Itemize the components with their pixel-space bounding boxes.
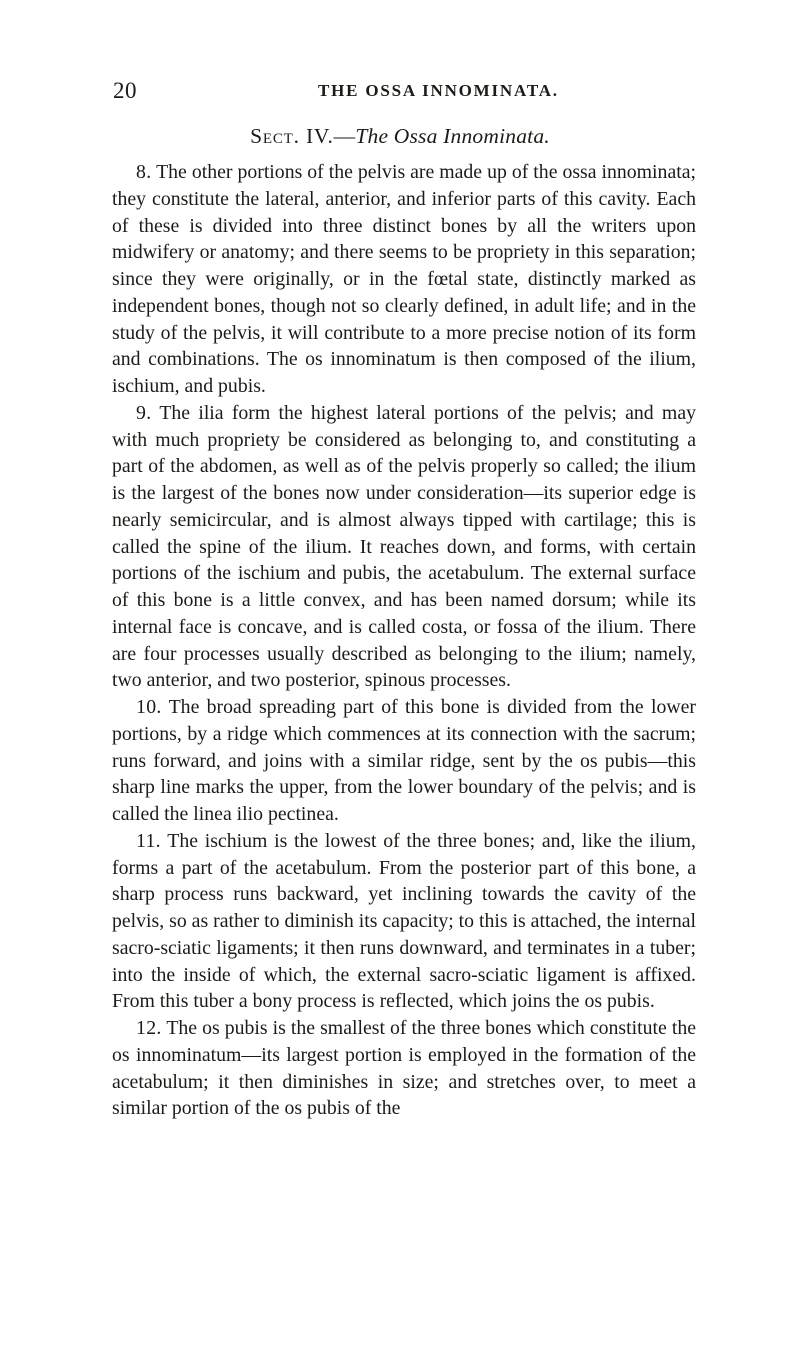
section-label: Sect. IV.: [250, 124, 334, 148]
section-heading: [0, 124, 800, 149]
paragraph-number: 12.: [136, 1017, 162, 1039]
page-header: [0, 78, 800, 108]
page-number: 20: [113, 78, 137, 103]
paragraph-11: [112, 828, 696, 1015]
paragraph-number: 8.: [136, 161, 152, 183]
paragraph-12: [112, 1015, 696, 1122]
paragraph-number: 10.: [136, 696, 162, 718]
paragraph-text: The os pubis is the smallest of the three bones which constitute the os innominatum—its largest portion is employed in the formation of the acetabulum; it then diminishes in size; and stretches over, to meet a similar portion of the os pubis of the: [112, 1017, 696, 1120]
paragraph-text: The ilia form the highest lateral portions of the pelvis; and may with much propriety be considered as belonging to, and constituting a part of the abdomen, as well as of the pelvis properly so called; the ilium is the largest of the bones now under consideration—its superior edge is nearly semicircular, and is almost always tipped with cartilage; this is called the spine of the ilium. It reaches down, and forms, with certain portions of the ischium and pubis, the acetabulum. The external surface of this bone is a little convex, and has been named dorsum; while its internal face is concave, and is called costa, or fossa of the ilium. There are four processes usually described as belonging to the ilium; namely, two anterior, and two posterior, spinous processes.: [112, 401, 696, 692]
paragraph-text: The broad spreading part of this bone is divided from the lower portions, by a ridge which commences at its connection with the sacrum; runs forward, and joins with a similar ridge, sent by the os pubis—this sharp line marks the upper, from the lower boundary of the pelvis; and is called the linea ilio pectinea.: [112, 696, 697, 825]
running-head: THE OSSA INNOMINATA.: [318, 81, 559, 100]
paragraph-number: 9.: [136, 401, 152, 424]
section-title: The Ossa Innominata.: [355, 124, 550, 148]
paragraph-10: [112, 694, 696, 828]
paragraph-8: [112, 159, 696, 400]
paragraph-text: The other portions of the pelvis are made up of the ossa innominata; they constitute the lateral, anterior, and inferior parts of this cavity. Each of these is divided into three distinct bones by all the writers upon midwifery or anatomy; and there seems to be propriety in this separation; since they were originally, or in the fœtal state, distinctly marked as independent bones, though not so clearly defined, in adult life; and in the study of the pelvis, it will contribute to a more precise notion of its form and combinations. The os innominatum is then composed of the ilium, ischium, and pubis.: [112, 161, 696, 397]
section-dash: —: [333, 124, 356, 148]
paragraph-text: The ischium is the lowest of the three bones; and, like the ilium, forms a part of the acetabulum. From the posterior part of this bone, a sharp process runs backward, yet inclining towards the cavity of the pelvis, so as rather to diminish its capacity; to this is attached, the internal sacro-sciatic ligaments; it then runs downward, and terminates in a tuber; into the inside of which, the external sacro-sciatic ligament is affixed. From this tuber a bony process is reflected, which joins the os pubis.: [112, 829, 697, 1013]
body-text: [112, 159, 696, 1122]
paragraph-9: [112, 400, 696, 694]
paragraph-number: 11.: [136, 829, 161, 852]
